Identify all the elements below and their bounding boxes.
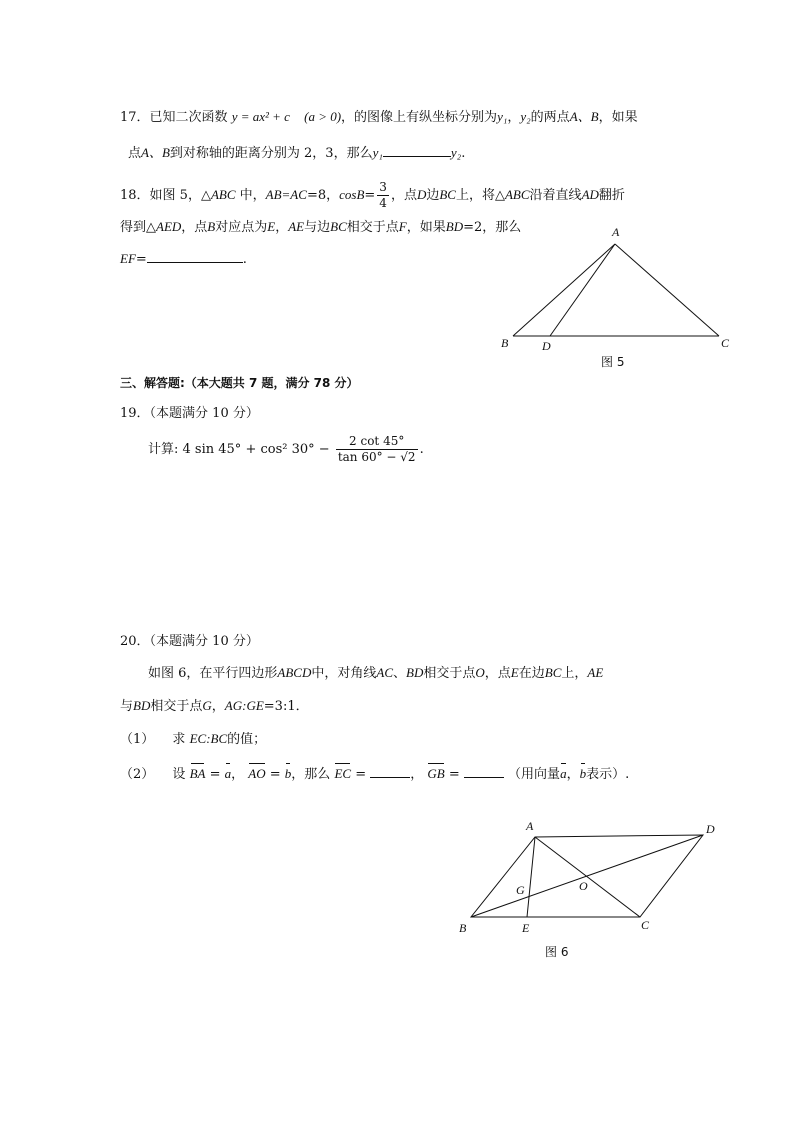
- q18-line2: 得到△AED，点B对应点为E，AE与边BC相交于点F，如果BD=2，那么: [120, 219, 522, 235]
- figure-6: [455, 815, 730, 965]
- fig5-segment-ad: [550, 244, 615, 336]
- q20-gb-blank[interactable]: [464, 764, 504, 778]
- fig6-label-e: E: [522, 921, 530, 935]
- fig6-caption: 图 6: [545, 945, 569, 959]
- fig6-diagonal-bd: [471, 835, 703, 917]
- fig6-label-c: C: [641, 918, 650, 932]
- fig6-label-g: G: [516, 883, 525, 897]
- fig6-diagonal-ac: [535, 837, 640, 917]
- fig6-label-o: O: [579, 879, 588, 893]
- fig6-label-d: D: [706, 822, 715, 836]
- q17-line2: 点A、B到对称轴的距离分别为 2，3，那么y₁ y₂.: [128, 145, 466, 161]
- fig5-caption: 图 5: [601, 355, 625, 369]
- figure-5: [495, 220, 745, 380]
- fig5-label-c: C: [721, 336, 730, 350]
- q20-line2: 与BD相交于点G，AG:GE=3:1．: [120, 698, 309, 714]
- fig5-side-ac: [615, 244, 719, 336]
- q17-number: 17．: [120, 110, 150, 125]
- fig5-side-ab: [513, 244, 615, 336]
- q19-fraction: $\frac{2 \cot 45^\circ}{\tan 60^\circ - √2}$: [337, 434, 416, 464]
- q17-condition: (a > 0): [304, 109, 342, 124]
- q18-answer-blank[interactable]: [147, 249, 243, 263]
- fig5-label-a: A: [612, 225, 620, 239]
- fig5-label-d: D: [542, 339, 551, 353]
- q20-title: 20．（本题满分 10 分）: [120, 634, 259, 649]
- q19-expression: 计算: 4 sin 45° + cos² 30° − $\frac{2 \cot 45^\circ}{\tan 60^\circ - √2}$ .: [148, 434, 424, 464]
- fig6-segment-ae: [527, 837, 535, 917]
- q17-function: y = ax² + c: [231, 109, 290, 124]
- fig6-label-a: A: [526, 819, 534, 833]
- q20-ec-blank[interactable]: [370, 764, 410, 778]
- q18-number: 18．: [120, 188, 150, 203]
- q20-line1: 如图 6，在平行四边形ABCD中，对角线AC、BD相交于点O，点E在边BC上，AE: [148, 665, 604, 681]
- q19-title: 19．（本题满分 10 分）: [120, 406, 259, 421]
- fig5-label-b: B: [501, 336, 509, 350]
- q18-line1: 18．如图 5，△ABC 中，AB=AC=8，cosB= $\frac{3}{4}$ ，点D边BC上，将△ABC沿着直线AD翻折: [120, 180, 625, 210]
- q18-line3: EF= .: [120, 251, 247, 267]
- q20-sub2: （2） 设 BA = a， AO = b，那么 EC = ， GB = （用向量a，b表示）.: [120, 766, 630, 782]
- section-3-heading: 三、解答题:（本大题共 7 题，满分 78 分）: [120, 376, 359, 390]
- q18-fraction: $\frac{3}{4}$: [379, 180, 387, 210]
- fig6-label-b: B: [459, 921, 467, 935]
- q17-answer-blank[interactable]: [383, 143, 451, 157]
- q20-sub1: （1） 求 EC:BC的值；: [120, 731, 267, 747]
- q17-line1: 17．已知二次函数 y = ax² + c (a > 0)，的图像上有纵坐标分别为y₁，y₂的两点A、B，如果: [120, 109, 638, 125]
